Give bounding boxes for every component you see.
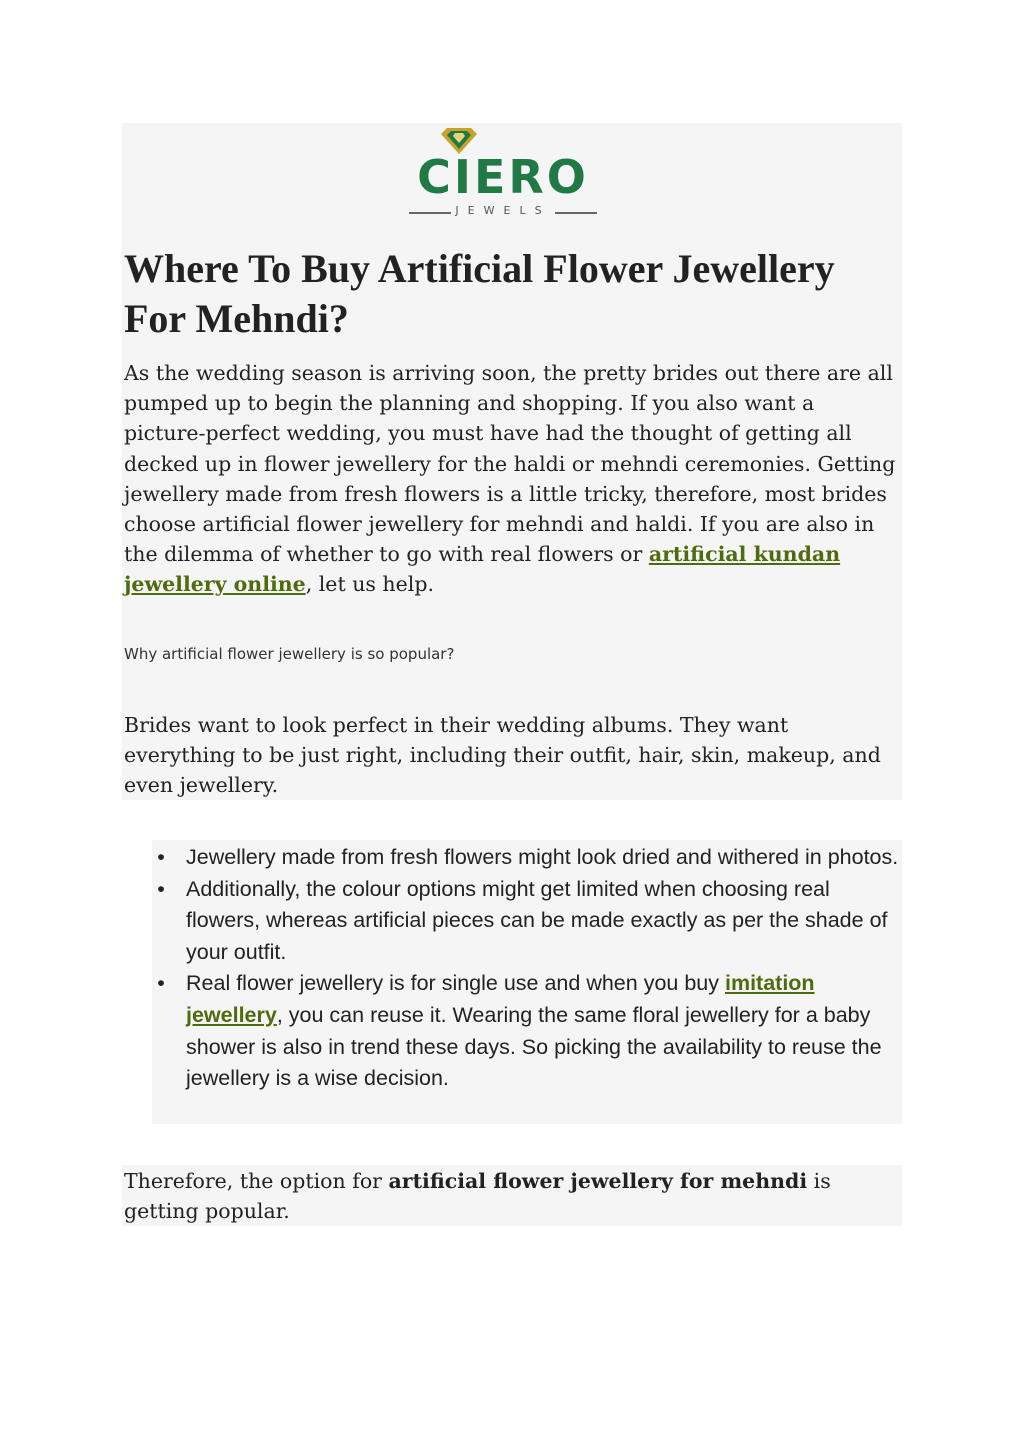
- kundan-jewellery-link[interactable]: artificial kundan jewellery online: [124, 542, 841, 597]
- brand-tagline: JEWELS: [455, 204, 551, 217]
- list-item: [156, 968, 902, 1094]
- closing-keyword: artificial flower jewellery for mehndi: [388, 1169, 808, 1193]
- bullet-marker: •: [157, 845, 165, 869]
- list-item-text-end: , you can reuse it. Wearing the same floral jewellery for a baby shower is also in trend these days. So picking the availability to reuse the jewellery is a wise decision.: [186, 1002, 882, 1091]
- section-subheading: Why artificial flower jewellery is so popular?: [124, 645, 455, 663]
- imitation-jewellery-link[interactable]: imitation jewellery: [186, 971, 815, 1027]
- brides-paragraph: Brides want to look perfect in their wedding albums. They want everything to be just right, including their outfit, hair, skin, makeup, and even jewellery.: [124, 713, 881, 798]
- page-title: Where To Buy Artificial Flower Jewellery For Mehndi?: [124, 246, 835, 341]
- brand-name: CIERO: [417, 150, 589, 204]
- reasons-list: [156, 842, 902, 1095]
- intro-end-text: , let us help.: [305, 572, 434, 597]
- list-item-text: Real flower jewellery is for single use and when you buy: [186, 971, 725, 996]
- intro-paragraph: [124, 358, 902, 600]
- brand-logo: [405, 124, 601, 224]
- closing-paragraph: [124, 1166, 902, 1226]
- list-item: [156, 874, 902, 969]
- bullet-marker: •: [157, 971, 165, 996]
- list-item: [156, 842, 902, 874]
- list-item-text: Jewellery made from fresh flowers might look dried and withered in photos.: [186, 845, 899, 869]
- bullet-marker: •: [157, 876, 165, 901]
- closing-text: Therefore, the option for: [124, 1169, 389, 1193]
- logo-divider-right: [555, 212, 597, 214]
- list-item-text: Additionally, the colour options might get limited when choosing real flowers, whereas artificial pieces can be made exactly as per the shade of your outfit.: [186, 876, 888, 964]
- intro-text: As the wedding season is arriving soon, the pretty brides out there are all pumped up to begin the planning and shopping. If you also want a picture-perfect wedding, you must have had the thought of getting all decked up in flower jewellery for the haldi or mehndi ceremonies. Getting jewellery made from fresh flowers is a little tricky, therefore, most brides choose artificial flower jewellery for mehndi and haldi. If you are also in the dilemma of whether to go with real flowers or: [124, 361, 896, 567]
- closing-end-text: is getting popular.: [124, 1169, 831, 1224]
